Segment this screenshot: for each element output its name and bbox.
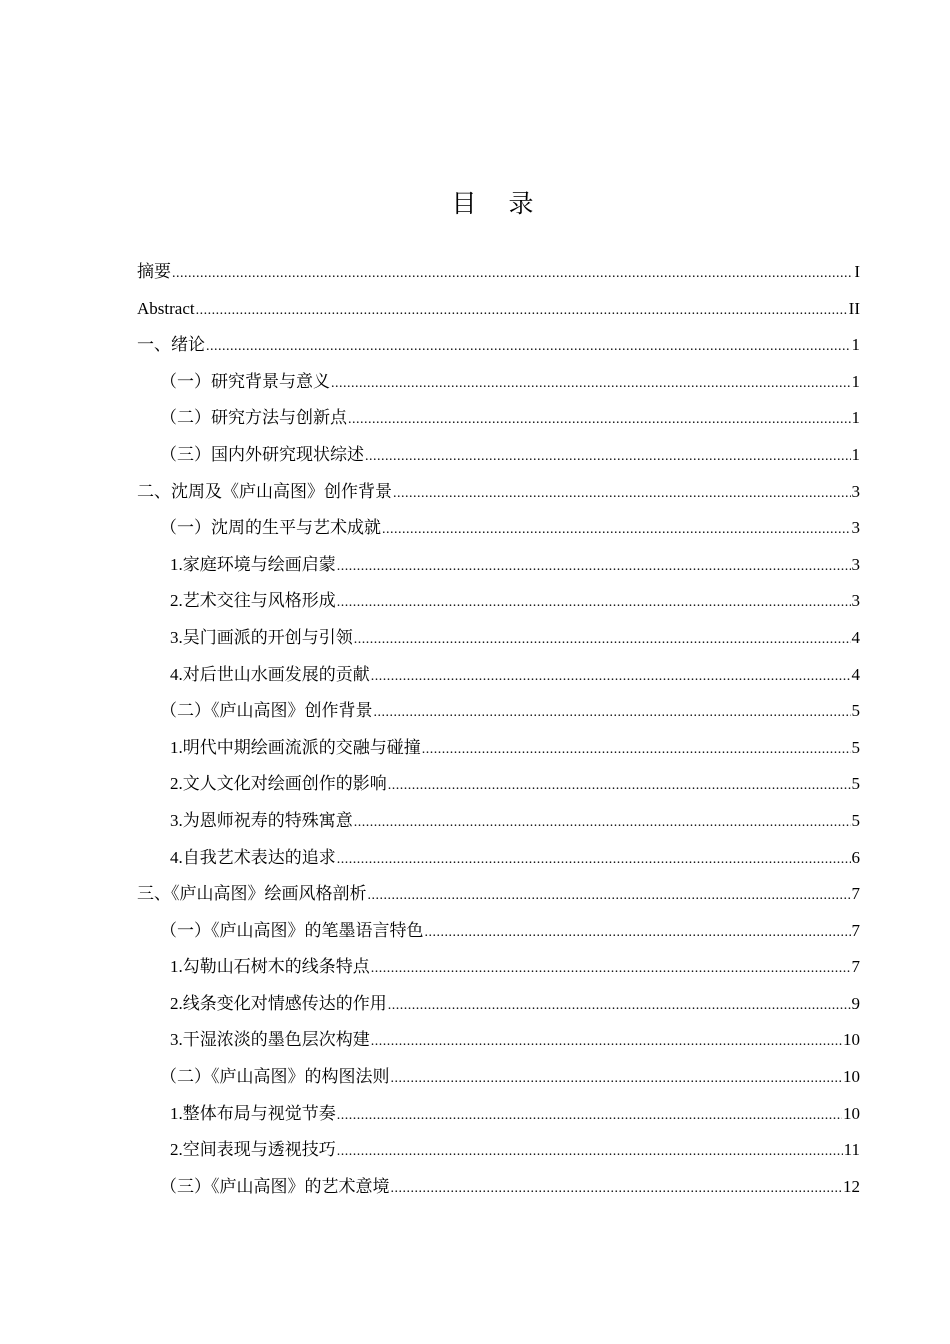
toc-entry-label: （一）《庐山高图》的笔墨语言特色 <box>160 920 424 940</box>
toc-entry-label: （二）研究方法与创新点 <box>160 408 347 428</box>
toc-entry-label: 1.明代中期绘画流派的交融与碰撞 <box>170 737 421 757</box>
toc-dot-leader <box>354 622 851 659</box>
toc-entry[interactable] <box>137 1132 860 1169</box>
toc-entry-label: 2.文人文化对绘画创作的影响 <box>170 774 387 794</box>
toc-entry-page-number: 3 <box>851 554 860 574</box>
toc-entry[interactable] <box>137 913 860 950</box>
toc-entry-label: （一）沈周的生平与艺术成就 <box>160 518 381 538</box>
toc-entry-page-number: I <box>854 262 860 281</box>
toc-dot-leader <box>391 1061 843 1098</box>
toc-dot-leader <box>393 476 851 513</box>
toc-dot-leader <box>337 585 851 622</box>
toc-entry-page-number: 3 <box>851 481 860 501</box>
toc-entry-page-number: 5 <box>851 774 860 794</box>
toc-entry[interactable] <box>137 291 860 328</box>
toc-entry-page-number: 10 <box>843 1067 860 1087</box>
toc-dot-leader <box>391 1171 843 1208</box>
toc-entry[interactable] <box>137 474 860 511</box>
toc-dot-leader <box>354 805 851 842</box>
toc-entry-page-number: II <box>848 298 860 318</box>
toc-entry-label: 3.干湿浓淡的墨色层次构建 <box>170 1030 370 1050</box>
toc-entry[interactable] <box>137 803 860 840</box>
toc-dot-leader <box>382 512 851 549</box>
toc-entry-label: 一、绪论 <box>137 335 205 355</box>
toc-entry[interactable] <box>137 364 860 401</box>
toc-dot-leader <box>365 439 851 476</box>
toc-entry-page-number: 1 <box>851 444 860 464</box>
toc-entry-label: Abstract <box>137 298 195 318</box>
toc-entry-label: 4.自我艺术表达的追求 <box>170 847 336 867</box>
table-of-contents <box>137 254 860 1205</box>
toc-entry[interactable] <box>137 327 860 364</box>
toc-entry-label: 摘要 <box>137 262 171 281</box>
toc-entry[interactable] <box>137 986 860 1023</box>
toc-entry-page-number: 4 <box>851 664 860 684</box>
toc-entry-page-number: 10 <box>843 1030 860 1050</box>
toc-entry-label: 3.吴门画派的开创与引领 <box>170 627 353 647</box>
toc-dot-leader <box>206 329 851 366</box>
toc-entry[interactable] <box>137 400 860 437</box>
toc-dot-leader <box>425 915 851 952</box>
toc-dot-leader <box>172 256 853 293</box>
toc-dot-leader <box>368 878 851 915</box>
toc-entry-label: （一）研究背景与意义 <box>160 371 330 391</box>
toc-entry-label: 2.空间表现与透视技巧 <box>170 1140 336 1160</box>
toc-entry[interactable] <box>137 840 860 877</box>
toc-entry-label: 2.艺术交往与风格形成 <box>170 591 336 611</box>
toc-entry-page-number: 1 <box>851 371 860 391</box>
toc-entry[interactable] <box>137 1096 860 1133</box>
toc-entry-page-number: 10 <box>843 1103 860 1123</box>
toc-entry[interactable] <box>137 949 860 986</box>
toc-entry[interactable] <box>137 254 860 291</box>
toc-entry[interactable] <box>137 547 860 584</box>
toc-entry-label: 二、沈周及《庐山高图》创作背景 <box>137 481 392 501</box>
toc-entry-page-number: 9 <box>851 993 860 1013</box>
toc-entry[interactable] <box>137 876 860 913</box>
toc-entry-page-number: 1 <box>851 408 860 428</box>
toc-entry-label: 1.整体布局与视觉节奏 <box>170 1103 336 1123</box>
page-title: 目 录 <box>451 189 546 218</box>
toc-entry-label: （二）《庐山高图》的构图法则 <box>160 1067 390 1087</box>
toc-entry-page-number: 11 <box>843 1140 860 1160</box>
toc-entry-page-number: 5 <box>851 737 860 757</box>
toc-entry-label: 4.对后世山水画发展的贡献 <box>170 664 370 684</box>
toc-dot-leader <box>337 549 851 586</box>
toc-entry[interactable] <box>137 730 860 767</box>
toc-entry[interactable] <box>137 657 860 694</box>
toc-entry-page-number: 7 <box>851 884 860 904</box>
toc-dot-leader <box>337 842 851 879</box>
toc-dot-leader <box>348 402 851 439</box>
toc-entry-label: （二）《庐山高图》创作背景 <box>160 701 373 721</box>
toc-entry-label: 3.为恩师祝寿的特殊寓意 <box>170 810 353 830</box>
toc-dot-leader <box>196 293 848 330</box>
toc-entry[interactable] <box>137 693 860 730</box>
toc-entry-page-number: 7 <box>851 920 860 940</box>
toc-dot-leader <box>371 659 851 696</box>
toc-entry-label: 三、《庐山高图》绘画风格剖析 <box>137 884 367 904</box>
toc-entry[interactable] <box>137 1022 860 1059</box>
toc-entry-label: 1.勾勒山石树木的线条特点 <box>170 957 370 977</box>
toc-entry-page-number: 5 <box>851 810 860 830</box>
toc-dot-leader <box>388 988 851 1025</box>
toc-dot-leader <box>337 1098 842 1135</box>
toc-entry-page-number: 6 <box>851 847 860 867</box>
toc-entry-page-number: 3 <box>851 591 860 611</box>
toc-entry-label: 2.线条变化对情感传达的作用 <box>170 993 387 1013</box>
toc-dot-leader <box>422 732 851 769</box>
toc-dot-leader <box>337 1134 843 1171</box>
toc-entry[interactable] <box>137 620 860 657</box>
toc-entry-page-number: 3 <box>851 518 860 538</box>
toc-entry[interactable] <box>137 1169 860 1206</box>
toc-entry[interactable] <box>137 437 860 474</box>
toc-entry[interactable] <box>137 1059 860 1096</box>
toc-entry[interactable] <box>137 766 860 803</box>
toc-dot-leader <box>331 366 851 403</box>
toc-dot-leader <box>388 768 851 805</box>
toc-dot-leader <box>371 951 851 988</box>
toc-entry[interactable] <box>137 510 860 547</box>
toc-entry-label: （三）《庐山高图》的艺术意境 <box>160 1176 390 1196</box>
toc-entry-page-number: 4 <box>851 627 860 647</box>
toc-dot-leader <box>374 695 851 732</box>
toc-entry-page-number: 1 <box>851 335 860 355</box>
toc-entry[interactable] <box>137 583 860 620</box>
toc-entry-label: （三）国内外研究现状综述 <box>160 444 364 464</box>
toc-entry-page-number: 7 <box>851 957 860 977</box>
toc-entry-page-number: 5 <box>851 701 860 721</box>
toc-entry-page-number: 12 <box>843 1176 860 1196</box>
toc-dot-leader <box>371 1024 842 1061</box>
toc-entry-label: 1.家庭环境与绘画启蒙 <box>170 554 336 574</box>
